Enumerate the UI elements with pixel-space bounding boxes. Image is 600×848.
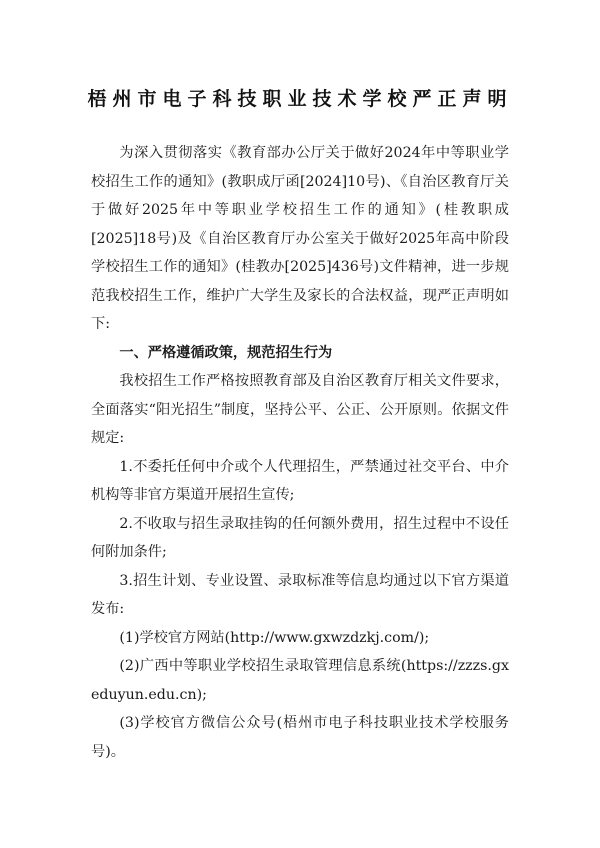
section-paragraph: 我校招生工作严格按照教育部及自治区教育厅相关文件要求，全面落实“阳光招生”制度，坚持公平、公正、公开原则。依据文件规定: — [91, 373, 509, 446]
document-body — [91, 139, 509, 766]
channel-item-website: (1)学校官方网站(http://www.gxwzdzkj.com/); — [119, 629, 430, 646]
rule-item-1: 1.不委托任何中介或个人代理招生，严禁通过社交平台、中介机构等非官方渠道开展招生宣传; — [91, 458, 509, 503]
rule-item-2: 2.不收取与招生录取挂钩的任何额外费用，招生过程中不设任何附加条件; — [91, 515, 509, 560]
channel-item-system: (2)广西中等职业学校招生录取管理信息系统(https://zzzs.gxeduyun.edu.cn); — [91, 658, 509, 703]
page-title: 梧州市电子科技职业技术学校严正声明 — [87, 88, 513, 110]
channel-item-wechat: (3)学校官方微信公众号(梧州市电子科技职业技术学校服务号)。 — [91, 715, 509, 760]
intro-paragraph: 为深入贯彻落实《教育部办公厅关于做好2024年中等职业学校招生工作的通知》(教职成厅函[2024]10号)、《自治区教育厅关于做好2025年中等职业学校招生工作的通知》(桂教职成[2025]18号)及《自治区教育厅办公室关于做好2025年高中阶段学校招生工作的通知》(桂教办[2025]436号)文件精神，进一步规范我校招生工作，维护广大学生及家长的合法权益，现严正声明如下: — [91, 145, 509, 332]
rule-item-3: 3.招生计划、专业设置、录取标准等信息均通过以下官方渠道发布: — [91, 572, 509, 617]
section-heading: 一、严格遵循政策，规范招生行为 — [119, 344, 333, 361]
